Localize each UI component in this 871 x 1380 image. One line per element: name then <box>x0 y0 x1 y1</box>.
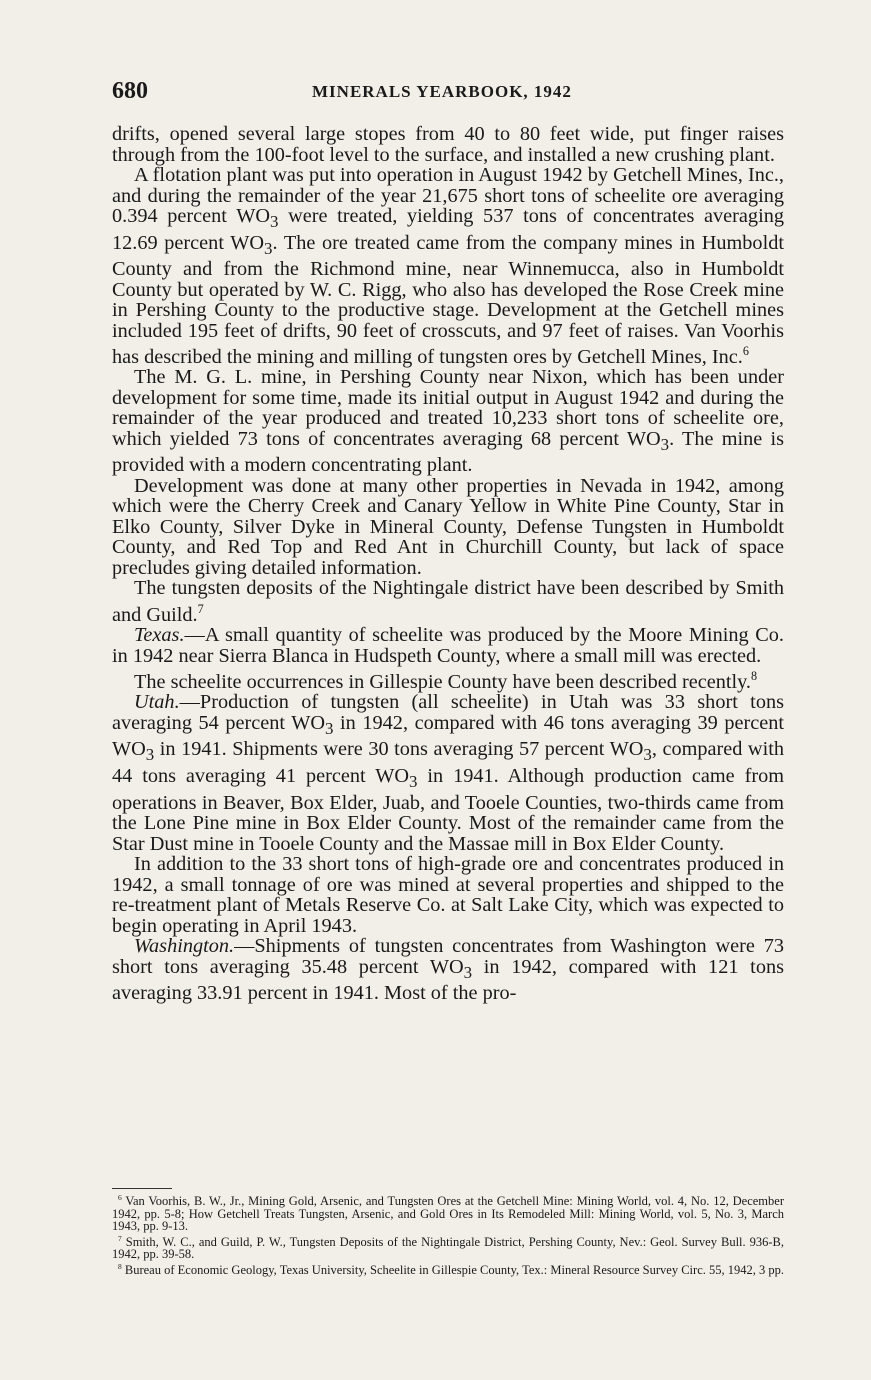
paragraph-utah: Utah.—Production of tungsten (all scheelite) in Utah was 33 short tons averaging 54 percent $WO_3$ in 1942, compared with 46 tons averaging 39 percent $WO_3$ in 1941. Shipments were 30 tons averaging 57 percent $WO_3$, compared with 44 tons averaging 41 percent $WO_3$ in 1941. Although production came from operations in Beaver, Box Elder, Juab, and Tooele Counties, two-thirds came from the Lone Pine mine in Box Elder County. Most of the remainder came from the Star Dust mine in Tooele County and the Massae mill in Box Elder County. <box>112 691 784 855</box>
body-text <box>112 124 784 1004</box>
running-title: MINERALS YEARBOOK, 1942 <box>312 82 572 101</box>
section-head-washington: Washington. <box>134 935 235 958</box>
paragraph-getchell: A flotation plant was put into operation in August 1942 by Getchell Mines, Inc., and during the remainder of the year 21,675 short tons of scheelite ore averaging 0.394 percent $WO_3$ were treated, yielding 537 tons of concentrates averaging 12.69 percent $WO_3$. The ore treated came from the company mines in Humboldt County and from the Richmond mine, near Winnemucca, also in Humboldt County but operated by W. C. Rigg, who also has developed the Rose Creek mine in Pershing County to the productive stage. Development at the Getchell mines included 195 feet of drifts, 90 feet of crosscuts, and 97 feet of raises. Van Voorhis has described the mining and milling of tungsten ores by Getchell Mines, Inc.$^6$ <box>112 164 784 368</box>
paragraph-nightingale: The tungsten deposits of the Nightingale district have been described by Smith and Guild.$^7$ <box>112 577 784 626</box>
section-head-texas: Texas. <box>134 624 185 647</box>
footnote-ref-8: 8 <box>751 669 758 684</box>
paragraph-utah-retreatment: In addition to the 33 short tons of high-grade ore and concentrates produced in 1942, a small tonnage of ore was mined at several properties and shipped to the re-treatment plant of Metals Reserve Co. at Salt Lake City, which was expected to begin operating in April 1943. <box>112 853 784 937</box>
section-head-utah: Utah. <box>134 691 180 714</box>
footnote-rule <box>112 1188 172 1189</box>
paragraph-mgl-mine: The M. G. L. mine, in Pershing County near Nixon, which has been under development for some time, made its initial output in August 1942 and during the remainder of the year produced and treated 10,233 short tons of scheelite ore, which yielded 73 tons of concentrates averaging 68 percent $WO_3$. The mine is provided with a modern concentrating plant. <box>112 366 784 477</box>
paragraph-1: drifts, opened several large stopes from 40 to 80 feet wide, put finger raises through from the 100-foot level to the surface, and installed a new crushing plant. <box>112 123 784 166</box>
footnote-ref-7: 7 <box>197 601 204 616</box>
footnote-8: $^8$ Bureau of Economic Geology, Texas University, Scheelite in Gillespie County, Tex.: Mineral Resource Survey Circ. 55, 1942, 3 pp. <box>118 1261 784 1277</box>
footnote-ref-6: 6 <box>742 344 749 359</box>
paragraph-texas: Texas.—A small quantity of scheelite was produced by the Moore Mining Co. in 1942 near Sierra Blanca in Hudspeth County, where a small mill was erected. <box>112 624 784 667</box>
paragraph-washington: Washington.—Shipments of tungsten concentrates from Washington were 73 short tons averaging 35.48 percent $WO_3$ in 1942, compared with 121 tons averaging 33.91 percent in 1941. Most of the pro- <box>112 935 784 1005</box>
page-header <box>112 78 784 108</box>
page-number: 680 <box>112 78 148 104</box>
footnote-6: $^6$ Van Voorhis, B. W., Jr., Mining Gold, Arsenic, and Tungsten Ores at the Getchell Mine: Mining World, vol. 4, No. 12, December 1942, pp. 5-8; How Getchell Treats Tungsten, Arsenic, and Gold Ores in Its Remodeled Mill: Mining World, vol. 5, No. 3, March 1943, pp. 9-13. <box>112 1193 784 1234</box>
paragraph-nevada-development: Development was done at many other properties in Nevada in 1942, among which were the Cherry Creek and Canary Yellow in White Pine County, Star in Elko County, Silver Dyke in Mineral County, Defense Tungsten in Humboldt County, and Red Top and Red Ant in Churchill County, but lack of space precludes giving detailed information. <box>112 474 784 579</box>
footnotes <box>112 1192 784 1276</box>
footnote-7: $^7$ Smith, W. C., and Guild, P. W., Tungsten Deposits of the Nightingale District, Pershing County, Nev.: Geol. Survey Bull. 936-B, 1942, pp. 39-58. <box>112 1233 784 1262</box>
paragraph-gillespie: The scheelite occurrences in Gillespie County have been described recently.$^8$ <box>134 669 758 693</box>
